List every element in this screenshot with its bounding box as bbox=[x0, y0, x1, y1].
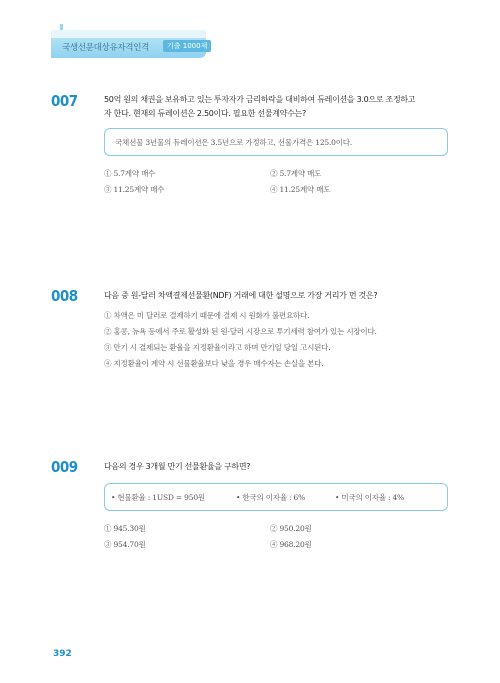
question-number: 007 bbox=[51, 92, 78, 110]
answer-option[interactable]: ② 5.7계약 매도 bbox=[270, 169, 322, 178]
question-text-line: 자 한다. 현재의 듀레이션은 2.50이다. 필요한 선물계약수는? bbox=[104, 109, 306, 118]
answer-option[interactable]: ② 950.20원 bbox=[270, 524, 312, 533]
answer-option[interactable]: ② 홍콩, 뉴욕 등에서 주로 활성화 된 원-달러 시장으로 투기세력 참여가 있는 시장이다. bbox=[104, 327, 377, 336]
question-number: 009 bbox=[51, 458, 78, 476]
given-info-text: • 현물환율 : 1USD = 950원 bbox=[111, 493, 205, 502]
question-text-line: 다음 중 원-달러 차액결제선물환(NDF) 거래에 대한 설명으로 가장 거리가 먼 것은? bbox=[104, 291, 378, 300]
book-badge: 기출 1000제 bbox=[163, 40, 211, 52]
given-info-text: • 한국의 이자율 : 6% bbox=[236, 493, 306, 502]
answer-option[interactable]: ③ 만기 시 결제되는 환율을 지정환율이라고 하며 만기일 당일 고시된다. bbox=[104, 343, 331, 352]
page-number: 392 bbox=[53, 649, 72, 659]
question-text-line: 50억 원의 채권을 보유하고 있는 투자자가 금리하락을 대비하여 듀레이션을 3.0으로 조정하고 bbox=[104, 95, 416, 104]
question-text bbox=[104, 93, 444, 121]
answer-option[interactable]: ③ 11.25계약 매수 bbox=[104, 185, 165, 194]
answer-option[interactable]: ① 945.30원 bbox=[104, 524, 146, 533]
question-text bbox=[104, 289, 444, 303]
answer-option[interactable]: ① 차액은 미 달러로 결제하기 때문에 결제 시 원화가 불편요하다. bbox=[104, 311, 310, 320]
answer-option[interactable]: ① 5.7계약 매수 bbox=[104, 169, 156, 178]
question-text-line: 다음의 경우 3개월 만기 선물환율을 구하면? bbox=[104, 462, 251, 471]
answer-option[interactable]: ④ 968.20원 bbox=[270, 540, 312, 549]
given-info-text: 국채선물 3년물의 듀레이션은 3.5년으로 가정하고, 선물가격은 125.0이다. bbox=[115, 138, 353, 147]
question-text bbox=[104, 460, 444, 474]
answer-option[interactable]: ④ 지정환율이 계약 시 선물환율보다 낮을 경우 매수자는 손실을 본다. bbox=[104, 359, 324, 368]
answer-option[interactable]: ③ 954.70원 bbox=[104, 540, 146, 549]
book-title: 국생선문대상유자격인격 bbox=[62, 43, 150, 53]
given-info-text: • 미국의 이자율 : 4% bbox=[335, 493, 405, 502]
question-number: 008 bbox=[51, 287, 78, 305]
answer-option[interactable]: ④ 11.25계약 매도 bbox=[270, 185, 331, 194]
